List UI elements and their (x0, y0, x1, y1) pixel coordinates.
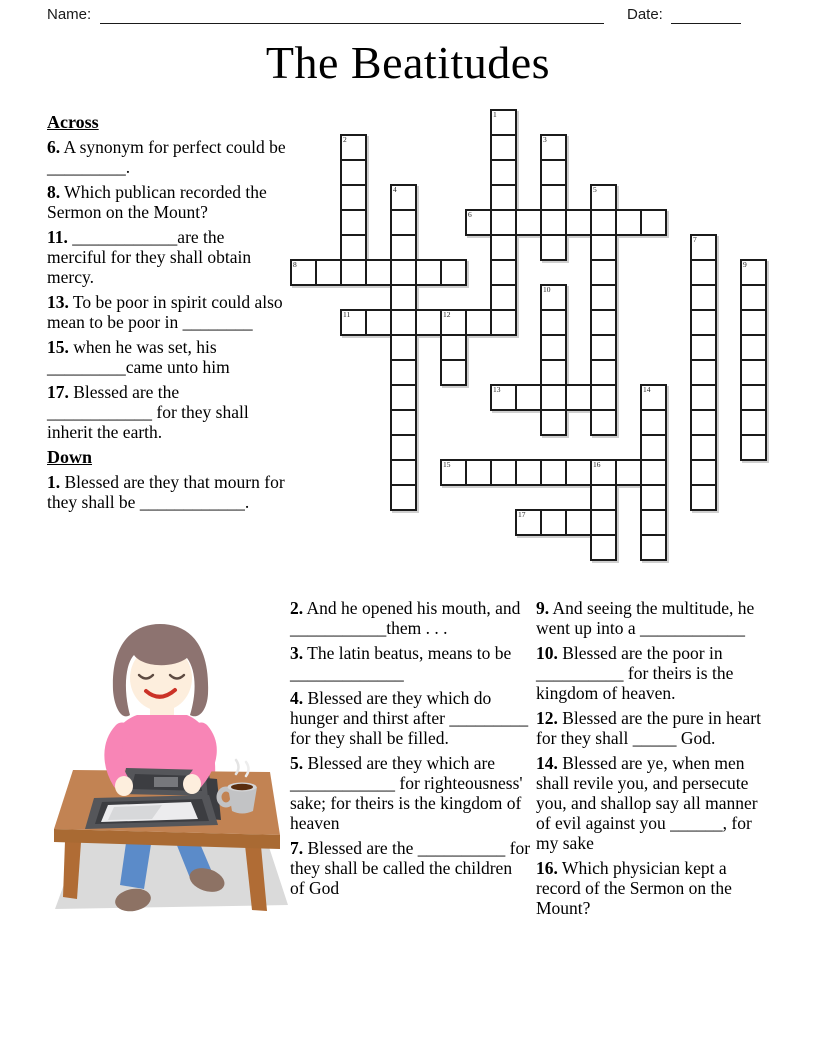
grid-cell[interactable] (390, 284, 417, 311)
grid-cell[interactable] (315, 259, 342, 286)
grid-cell[interactable] (515, 384, 542, 411)
grid-cell[interactable] (440, 459, 467, 486)
grid-cell[interactable] (590, 459, 617, 486)
clue-down-1: 1. Blessed are they that mourn for they shall be ____________. (47, 472, 285, 512)
grid-cell[interactable] (390, 459, 417, 486)
grid-cell[interactable] (690, 359, 717, 386)
grid-cell[interactable] (615, 209, 642, 236)
grid-cell[interactable] (540, 284, 567, 311)
cell-number: 1 (493, 110, 497, 119)
grid-cell[interactable] (465, 459, 492, 486)
grid-cell[interactable] (590, 284, 617, 311)
cell-number: 9 (743, 260, 747, 269)
name-label: Name: (47, 6, 92, 23)
grid-cell[interactable] (690, 309, 717, 336)
grid-cell[interactable] (640, 409, 667, 436)
clue-down-7: 7. Blessed are the __________ for they shall be called the children of God (290, 838, 531, 898)
grid-cell[interactable] (540, 234, 567, 261)
date-blank-line[interactable] (671, 23, 741, 24)
cell-number: 8 (293, 260, 297, 269)
grid-cell[interactable] (490, 284, 517, 311)
clue-across-15: 15. when he was set, his _________came unto him (47, 337, 230, 377)
clue-across-6: 6. A synonym for perfect could be _________. (47, 137, 286, 177)
grid-cell[interactable] (540, 409, 567, 436)
cell-number: 5 (593, 185, 597, 194)
woman-at-desk-illustration (40, 598, 292, 934)
grid-cell[interactable] (740, 284, 767, 311)
grid-cell[interactable] (615, 459, 642, 486)
grid-cell[interactable] (690, 234, 717, 261)
clues-column-right (536, 598, 774, 923)
grid-cell[interactable] (740, 434, 767, 461)
grid-cell[interactable] (490, 259, 517, 286)
grid-cell[interactable] (540, 334, 567, 361)
name-blank-line[interactable] (100, 23, 604, 24)
grid-cell[interactable] (690, 284, 717, 311)
grid-cell[interactable] (340, 309, 367, 336)
grid-cell[interactable] (590, 334, 617, 361)
grid-cell[interactable] (490, 309, 517, 336)
grid-cell[interactable] (565, 384, 592, 411)
grid-cell[interactable] (540, 134, 567, 161)
grid-cell[interactable] (690, 384, 717, 411)
grid-cell[interactable] (390, 209, 417, 236)
cell-number: 2 (343, 135, 347, 144)
coffee-mug (219, 760, 257, 814)
grid-cell[interactable] (690, 334, 717, 361)
grid-cell[interactable] (440, 359, 467, 386)
crossword-grid (291, 110, 769, 564)
woman-body (107, 624, 215, 778)
grid-cell[interactable] (390, 334, 417, 361)
grid-cell[interactable] (390, 434, 417, 461)
grid-cell[interactable] (515, 459, 542, 486)
grid-cell[interactable] (590, 259, 617, 286)
cell-number: 17 (518, 510, 526, 519)
grid-cell[interactable] (690, 459, 717, 486)
grid-cell[interactable] (590, 384, 617, 411)
clue-down-5: 5. Blessed are they which are ____________ for righteousness' sake; for theirs is the kingdom of heaven (290, 753, 523, 833)
grid-cell[interactable] (465, 209, 492, 236)
grid-cell[interactable] (540, 509, 567, 536)
grid-cell[interactable] (590, 509, 617, 536)
grid-cell[interactable] (690, 409, 717, 436)
across-heading: Across (47, 112, 99, 132)
grid-cell[interactable] (590, 309, 617, 336)
grid-cell[interactable] (490, 209, 517, 236)
grid-cell[interactable] (640, 484, 667, 511)
grid-cell[interactable] (515, 509, 542, 536)
grid-cell[interactable] (590, 234, 617, 261)
clue-across-17: 17. Blessed are the ____________ for they shall inherit the earth. (47, 382, 249, 442)
grid-cell[interactable] (540, 209, 567, 236)
cell-number: 7 (693, 235, 697, 244)
cell-number: 10 (543, 285, 551, 294)
grid-cell[interactable] (740, 334, 767, 361)
grid-cell[interactable] (490, 109, 517, 136)
grid-cell[interactable] (640, 209, 667, 236)
steam (246, 762, 249, 776)
grid-cell[interactable] (540, 384, 567, 411)
grid-cell[interactable] (390, 409, 417, 436)
cell-number: 12 (443, 310, 451, 319)
date-label: Date: (627, 6, 663, 23)
steam (236, 760, 239, 774)
clue-down-16: 16. Which physician kept a record of the Sermon on the Mount? (536, 858, 732, 918)
cell-number: 16 (593, 460, 601, 469)
grid-cell[interactable] (640, 509, 667, 536)
clues-column-left (47, 112, 287, 517)
grid-cell[interactable] (440, 334, 467, 361)
grid-cell[interactable] (540, 459, 567, 486)
grid-cell[interactable] (690, 484, 717, 511)
grid-cell[interactable] (590, 484, 617, 511)
grid-cell[interactable] (540, 309, 567, 336)
clue-down-9: 9. And seeing the multitude, he went up into a ____________ (536, 598, 755, 638)
grid-cell[interactable] (640, 534, 667, 561)
grid-cell[interactable] (415, 259, 442, 286)
cell-number: 13 (493, 385, 501, 394)
clue-down-4: 4. Blessed are they which do hunger and thirst after _________ for they shall be filled. (290, 688, 529, 748)
grid-cell[interactable] (690, 259, 717, 286)
grid-cell[interactable] (540, 159, 567, 186)
grid-cell[interactable] (540, 359, 567, 386)
cell-number: 3 (543, 135, 547, 144)
grid-cell[interactable] (340, 159, 367, 186)
grid-cell[interactable] (640, 459, 667, 486)
grid-cell[interactable] (565, 209, 592, 236)
grid-cell[interactable] (490, 159, 517, 186)
grid-cell[interactable] (390, 359, 417, 386)
grid-cell[interactable] (640, 434, 667, 461)
grid-cell[interactable] (415, 309, 442, 336)
cell-number: 15 (443, 460, 451, 469)
clue-across-13: 13. To be poor in spirit could also mean to be poor in ________ (47, 292, 283, 332)
grid-cell[interactable] (515, 209, 542, 236)
coffee (231, 784, 253, 790)
grid-cell[interactable] (740, 409, 767, 436)
grid-cell[interactable] (340, 234, 367, 261)
grid-cell[interactable] (740, 359, 767, 386)
grid-cell[interactable] (440, 259, 467, 286)
grid-cell[interactable] (390, 484, 417, 511)
grid-cell[interactable] (590, 184, 617, 211)
grid-cell[interactable] (340, 134, 367, 161)
clue-down-14: 14. Blessed are ye, when men shall revile you, and persecute you, and shallop say all manner of evil against you ______, for my sake (536, 753, 758, 853)
grid-cell[interactable] (565, 459, 592, 486)
clue-across-8: 8. Which publican recorded the Sermon on the Mount? (47, 182, 267, 222)
grid-cell[interactable] (490, 134, 517, 161)
clue-down-12: 12. Blessed are the pure in heart for they shall _____ God. (536, 708, 761, 748)
clue-down-10: 10. Blessed are the poor in __________ for theirs is the kingdom of heaven. (536, 643, 734, 703)
grid-cell[interactable] (740, 384, 767, 411)
grid-cell[interactable] (465, 309, 492, 336)
grid-cell[interactable] (365, 259, 392, 286)
grid-cell[interactable] (590, 359, 617, 386)
grid-cell[interactable] (640, 384, 667, 411)
grid-cell[interactable] (390, 234, 417, 261)
grid-cell[interactable] (690, 434, 717, 461)
page-title: The Beatitudes (265, 37, 551, 88)
grid-cell[interactable] (590, 534, 617, 561)
grid-cell[interactable] (340, 209, 367, 236)
clue-down-2: 2. And he opened his mouth, and ___________them . . . (290, 598, 521, 638)
grid-cell[interactable] (740, 309, 767, 336)
grid-cell[interactable] (340, 184, 367, 211)
grid-cell[interactable] (490, 234, 517, 261)
grid-cell[interactable] (290, 259, 317, 286)
grid-cell[interactable] (540, 184, 567, 211)
grid-cell[interactable] (390, 184, 417, 211)
clue-across-11: 11. ____________are the merciful for they shall obtain mercy. (47, 227, 252, 287)
down-heading: Down (47, 447, 93, 467)
grid-cell[interactable] (590, 209, 617, 236)
grid-cell[interactable] (490, 384, 517, 411)
grid-cell[interactable] (590, 409, 617, 436)
grid-cell[interactable] (440, 309, 467, 336)
clues-column-middle (290, 598, 531, 903)
grid-cell[interactable] (490, 184, 517, 211)
cell-number: 4 (393, 185, 397, 194)
grid-cell[interactable] (390, 259, 417, 286)
cell-number: 14 (643, 385, 651, 394)
cell-number: 6 (468, 210, 472, 219)
grid-cell[interactable] (390, 384, 417, 411)
grid-cell[interactable] (365, 309, 392, 336)
clue-down-3: 3. The latin beatus, means to be _____________ (290, 643, 512, 683)
grid-cell[interactable] (740, 259, 767, 286)
grid-cell[interactable] (565, 509, 592, 536)
grid-cell[interactable] (390, 309, 417, 336)
grid-cell[interactable] (340, 259, 367, 286)
grid-cell[interactable] (490, 459, 517, 486)
cell-number: 11 (343, 310, 351, 319)
